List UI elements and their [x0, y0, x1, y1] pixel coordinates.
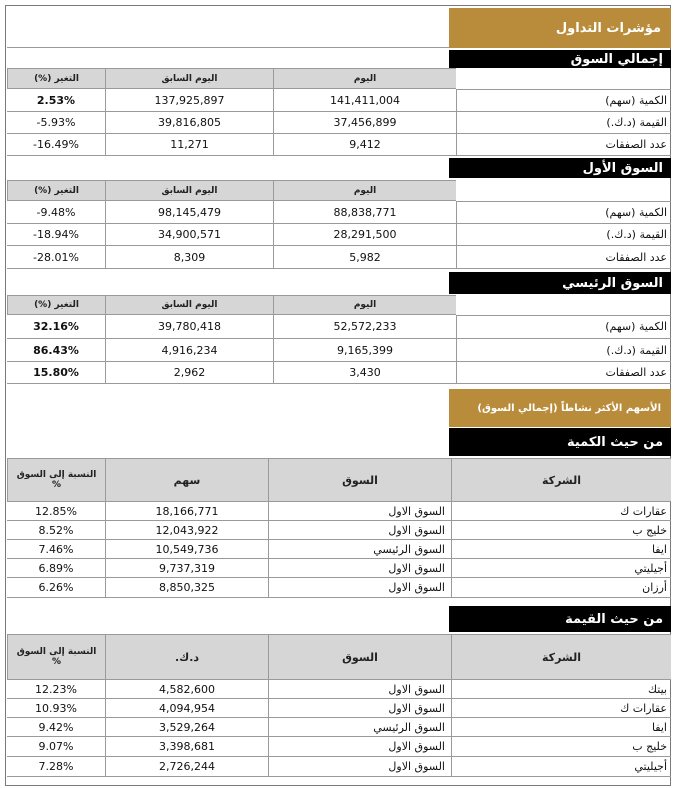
market-main-title: السوق الرئيسي [449, 272, 671, 294]
previous-value: 39,816,805 [105, 112, 273, 133]
header-value: سهم [105, 458, 268, 502]
previous-value: 4,916,234 [105, 339, 273, 361]
amount-value: 2,726,244 [105, 757, 268, 776]
share-value: 8.52% [38, 523, 74, 537]
today-value: 141,411,004 [273, 89, 456, 111]
header-share: النسبة إلى السوق % [7, 458, 105, 502]
amount-value: 4,582,600 [105, 680, 268, 698]
previous-value: 34,900,571 [105, 224, 273, 245]
table-row [7, 201, 671, 224]
company-name: أجيليتي [451, 559, 671, 577]
share-value: 9.42% [38, 720, 74, 734]
table-row [7, 224, 671, 246]
row-label: عدد الصفقات [456, 246, 671, 268]
table-row [7, 315, 671, 339]
table-row [7, 339, 671, 362]
table-row [7, 718, 671, 737]
company-name: أرزان [451, 578, 671, 597]
header-previous: اليوم السابق [105, 180, 273, 201]
company-name: بيتك [451, 680, 671, 698]
market-name: السوق الرئيسي [268, 540, 451, 558]
company-name: أجيليتي [451, 757, 671, 776]
market-main-header [7, 295, 671, 315]
table-row [7, 757, 671, 777]
market-name: السوق الاول [268, 521, 451, 539]
row-label: القيمة (د.ك.) [456, 224, 671, 245]
previous-value: 39,780,418 [105, 315, 273, 338]
header-share: النسبة إلى السوق % [7, 634, 105, 680]
report-title: مؤشرات التداول [449, 8, 671, 48]
change-value: -16.49% [33, 138, 79, 151]
share-value: 12.23% [35, 682, 77, 696]
share-value: 6.26% [38, 581, 74, 594]
table-row [7, 502, 671, 521]
table-row [7, 559, 671, 578]
share-value: 7.46% [38, 542, 74, 556]
market-total-title: إجمالي السوق [449, 50, 671, 68]
market-name: السوق الرئيسي [268, 718, 451, 736]
table-row [7, 362, 671, 384]
table-row [7, 578, 671, 598]
market-name: السوق الاول [268, 699, 451, 717]
market-total-header [7, 68, 671, 89]
header-previous: اليوم السابق [105, 295, 273, 315]
row-label: القيمة (د.ك.) [456, 339, 671, 361]
table-row [7, 89, 671, 112]
row-label: عدد الصفقات [456, 362, 671, 383]
header-company: الشركة [451, 458, 671, 502]
by-value-header [7, 634, 671, 680]
volume-value: 10,549,736 [105, 540, 268, 558]
row-label: عدد الصفقات [456, 134, 671, 155]
today-value: 52,572,233 [273, 315, 456, 338]
change-value: 32.16% [33, 320, 79, 333]
change-value: 86.43% [33, 343, 79, 357]
today-value: 9,412 [273, 134, 456, 155]
share-value: 9.07% [38, 740, 74, 753]
volume-value: 9,737,319 [105, 559, 268, 577]
change-value: -5.93% [36, 116, 76, 129]
header-company: الشركة [451, 634, 671, 680]
row-label: الكمية (سهم) [456, 89, 671, 111]
today-value: 5,982 [273, 246, 456, 268]
previous-value: 137,925,897 [105, 89, 273, 111]
change-value: 15.80% [33, 366, 79, 379]
company-name: عقارات ك [451, 699, 671, 717]
share-value: 12.85% [35, 504, 77, 518]
header-previous: اليوم السابق [105, 68, 273, 89]
today-value: 88,838,771 [273, 201, 456, 223]
header-today: اليوم [273, 68, 456, 89]
change-value: 2.53% [36, 93, 76, 107]
share-value: 7.28% [38, 760, 74, 773]
company-name: خليج ب [451, 521, 671, 539]
header-value: د.ك. [105, 634, 268, 680]
most-active-title: الأسهم الأكثر نشاطاً (إجمالي السوق) [449, 389, 671, 427]
market-name: السوق الاول [268, 502, 451, 520]
table-row [7, 699, 671, 718]
by-value-title: من حيث القيمة [449, 606, 671, 632]
table-row [7, 521, 671, 540]
company-name: خليج ب [451, 737, 671, 756]
header-change: التغير (%) [7, 295, 105, 315]
company-name: ايفا [451, 718, 671, 736]
change-value: -18.94% [33, 228, 79, 241]
previous-value: 8,309 [105, 246, 273, 268]
row-label: الكمية (سهم) [456, 201, 671, 223]
header-change: التغير (%) [7, 180, 105, 201]
header-today: اليوم [273, 295, 456, 315]
amount-value: 4,094,954 [105, 699, 268, 717]
previous-value: 11,271 [105, 134, 273, 155]
table-row [7, 540, 671, 559]
table-row [7, 134, 671, 156]
market-first-title: السوق الأول [449, 158, 671, 178]
volume-value: 18,166,771 [105, 502, 268, 520]
header-change: التغير (%) [7, 68, 105, 89]
company-name: ايفا [451, 540, 671, 558]
today-value: 3,430 [273, 362, 456, 383]
previous-value: 98,145,479 [105, 201, 273, 223]
by-volume-header [7, 458, 671, 502]
by-volume-title: من حيث الكمية [449, 428, 671, 456]
today-value: 9,165,399 [273, 339, 456, 361]
header-market: السوق [268, 634, 451, 680]
market-name: السوق الاول [268, 757, 451, 776]
share-value: 10.93% [35, 701, 77, 715]
header-today: اليوم [273, 180, 456, 201]
volume-value: 12,043,922 [105, 521, 268, 539]
row-label: الكمية (سهم) [456, 315, 671, 338]
table-row [7, 680, 671, 699]
market-name: السوق الاول [268, 578, 451, 597]
share-value: 6.89% [38, 561, 74, 575]
table-row [7, 246, 671, 269]
row-label: القيمة (د.ك.) [456, 112, 671, 133]
market-name: السوق الاول [268, 737, 451, 756]
market-name: السوق الاول [268, 680, 451, 698]
today-value: 28,291,500 [273, 224, 456, 245]
company-name: عقارات ك [451, 502, 671, 520]
amount-value: 3,529,264 [105, 718, 268, 736]
volume-value: 8,850,325 [105, 578, 268, 597]
market-first-header [7, 180, 671, 201]
today-value: 37,456,899 [273, 112, 456, 133]
previous-value: 2,962 [105, 362, 273, 383]
market-name: السوق الاول [268, 559, 451, 577]
table-row [7, 112, 671, 134]
title-row-left [7, 8, 449, 48]
header-market: السوق [268, 458, 451, 502]
amount-value: 3,398,681 [105, 737, 268, 756]
change-value: -9.48% [36, 205, 76, 219]
change-value: -28.01% [33, 250, 79, 264]
table-row [7, 737, 671, 757]
